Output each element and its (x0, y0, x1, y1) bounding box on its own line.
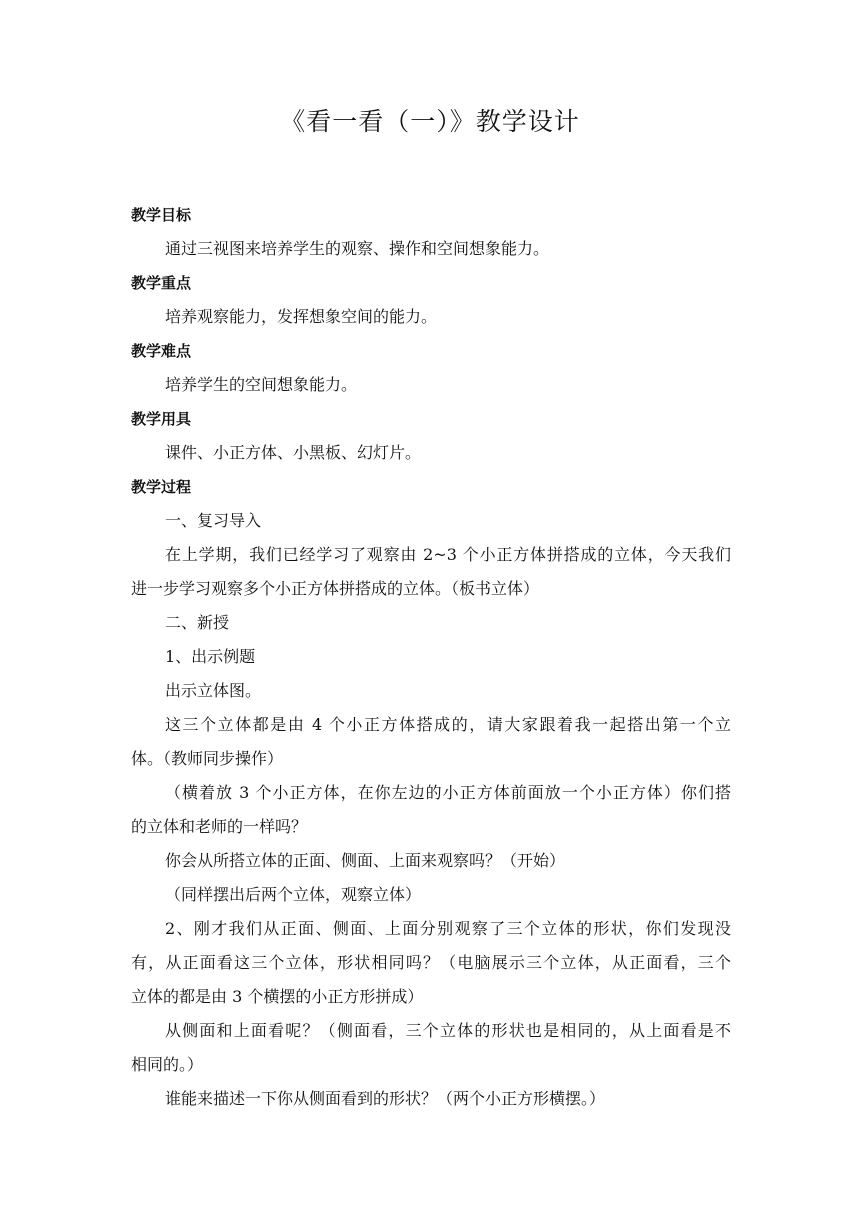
section-heading-objective: 教学目标 (131, 206, 192, 224)
process-line: 从侧面和上面看呢？（侧面看，三个立体的形状也是相同的，从上面看是不 (165, 1021, 731, 1040)
process-line: 进一步学习观察多个小正方体拼搭成的立体。（板书立体） (131, 579, 540, 598)
key-point-text: 培养观察能力，发挥想象空间的能力。 (165, 307, 438, 326)
section-heading-difficulty: 教学难点 (131, 342, 192, 360)
process-line: 1、出示例题 (165, 647, 256, 666)
process-line: 在上学期，我们已经学习了观察由 2~3 个小正方体拼搭成的立体，今天我们 (165, 545, 731, 564)
process-line: 这三个立体都是由 4 个小正方体搭成的，请大家跟着我一起搭出第一个立 (165, 715, 731, 734)
process-line: 2、刚才我们从正面、侧面、上面分别观察了三个立体的形状，你们发现没 (165, 919, 731, 938)
section-heading-tools: 教学用具 (131, 410, 192, 428)
process-line: 相同的。） (131, 1055, 204, 1074)
process-line: 有，从正面看这三个立体，形状相同吗？（电脑展示三个立体，从正面看，三个 (131, 953, 731, 972)
process-line: 立体的都是由 3 个横摆的小正方形拼成） (131, 987, 424, 1006)
objective-text: 通过三视图来培养学生的观察、操作和空间想象能力。 (165, 239, 550, 258)
document-body (131, 198, 731, 1116)
section-heading-process: 教学过程 (131, 478, 192, 496)
process-line: （横着放 3 个小正方体，在你左边的小正方体前面放一个小正方体）你们搭 (165, 783, 731, 802)
difficulty-text: 培养学生的空间想象能力。 (165, 375, 358, 394)
section-heading-key-point: 教学重点 (131, 274, 192, 292)
process-line: 体。（教师同步操作） (131, 749, 284, 768)
document-title: 《看一看（一）》教学设计 (280, 107, 580, 136)
process-line: 二、新授 (165, 613, 230, 632)
tools-text: 课件、小正方体、小黑板、幻灯片。 (165, 443, 422, 462)
process-line: 出示立体图。 (165, 681, 262, 700)
process-line: （同样摆出后两个立体，观察立体） (165, 885, 422, 904)
process-line: 你会从所搭立体的正面、侧面、上面来观察吗？（开始） (165, 851, 566, 870)
process-line: 一、复习导入 (165, 511, 262, 530)
process-line: 的立体和老师的一样吗？ (131, 817, 308, 836)
process-line: 谁能来描述一下你从侧面看到的形状？（两个小正方形横摆。） (165, 1089, 606, 1108)
